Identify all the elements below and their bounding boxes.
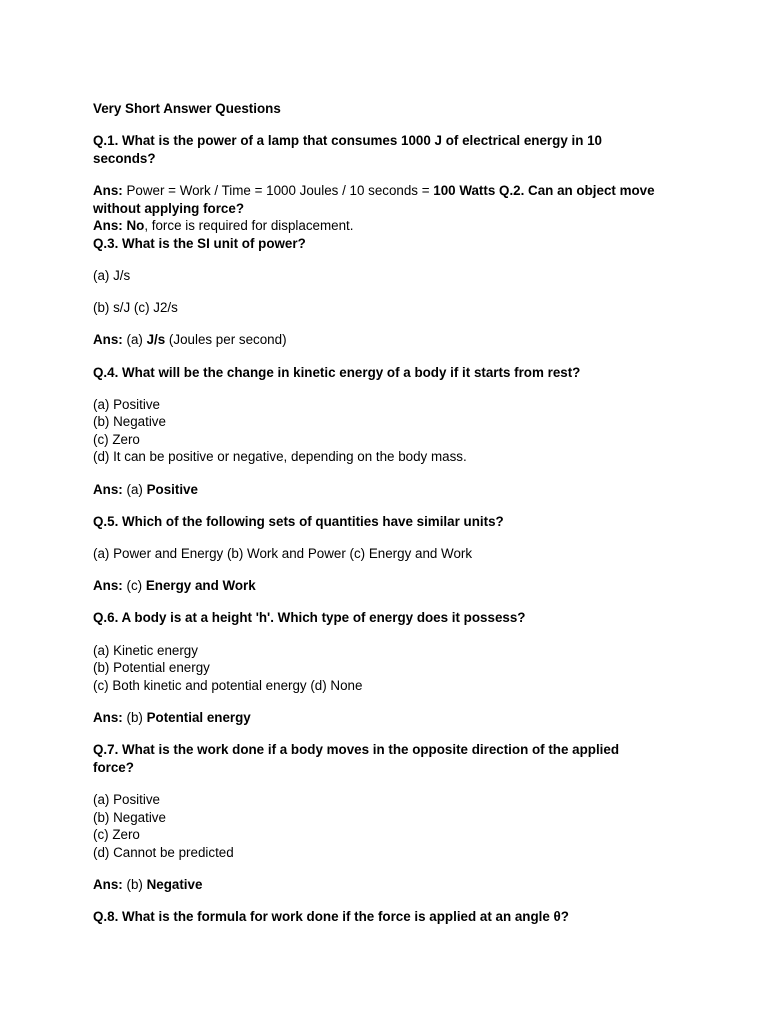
answer-text: , force is required for displacement. — [144, 218, 354, 234]
question-7: Q.7. What is the work done if a body moves in the opposite direction of the applied force? — [93, 742, 620, 775]
question-6: Q.6. A body is at a height 'h'. Which type of energy does it possess? — [93, 610, 526, 626]
option: (b) Negative — [93, 414, 166, 430]
answer-bold: Positive — [146, 481, 198, 497]
question-3: Q.3. What is the SI unit of power? — [93, 235, 306, 251]
option: (a) Positive — [93, 791, 160, 807]
answer-text: (a) — [122, 481, 147, 497]
answer-label: Ans: — [93, 332, 123, 348]
option: (d) Cannot be predicted — [93, 844, 234, 860]
option: (c) Zero — [93, 827, 140, 843]
answer-2 — [93, 217, 663, 235]
answer-label: Ans: No — [93, 218, 145, 234]
answer-text: (b) — [122, 876, 147, 892]
option: (d) It can be positive or negative, depending on the body mass. — [93, 449, 467, 465]
answer-label: Ans: — [93, 481, 123, 497]
question-4: Q.4. What will be the change in kinetic energy of a body if it starts from rest? — [93, 364, 581, 380]
answer-bold: Potential energy — [146, 709, 251, 725]
answer-bold: Energy and Work — [145, 578, 256, 594]
question-8: Q.8. What is the formula for work done if the force is applied at an angle θ? — [93, 909, 569, 925]
option: (a) Power and Energy (b) Work and Power (c) Energy and Work — [93, 546, 473, 562]
option: (b) Negative — [93, 809, 166, 825]
answer-text: (a) — [122, 332, 147, 348]
option: (c) Both kinetic and potential energy (d) None — [93, 677, 363, 693]
answer-label: Ans: — [93, 709, 123, 725]
answer-1 — [93, 182, 663, 217]
question-5: Q.5. Which of the following sets of quantities have similar units? — [93, 513, 504, 529]
answer-3 — [93, 331, 663, 349]
answer-text: (Joules per second) — [165, 332, 287, 348]
option: (b) s/J (c) J2/s — [93, 300, 178, 316]
option: (c) Zero — [93, 431, 140, 447]
answer-text: (c) — [122, 578, 146, 594]
question-2: Q.2. Can an object move without applying force? — [93, 182, 655, 216]
option: (a) J/s — [93, 267, 131, 283]
answer-text: Power = Work / Time = 1000 Joules / 10 seconds = — [122, 182, 434, 198]
answer-label: Ans: — [93, 876, 123, 892]
answer-bold: J/s — [146, 332, 166, 348]
answer-text: (b) — [122, 709, 147, 725]
answer-7 — [93, 876, 663, 894]
answer-label: Ans: — [93, 578, 123, 594]
option: (a) Kinetic energy — [93, 642, 198, 658]
answer-bold: Negative — [146, 876, 203, 892]
answer-6 — [93, 709, 663, 727]
answer-5 — [93, 577, 663, 595]
section-heading: Very Short Answer Questions — [93, 101, 281, 116]
answer-bold: 100 Watts — [433, 182, 496, 198]
option: (a) Positive — [93, 396, 160, 412]
option: (b) Potential energy — [93, 660, 210, 676]
answer-label: Ans: — [93, 182, 123, 198]
answer-4 — [93, 481, 663, 499]
question-1: Q.1. What is the power of a lamp that consumes 1000 J of electrical energy in 10 seconds? — [93, 133, 603, 166]
document-page — [93, 100, 663, 926]
